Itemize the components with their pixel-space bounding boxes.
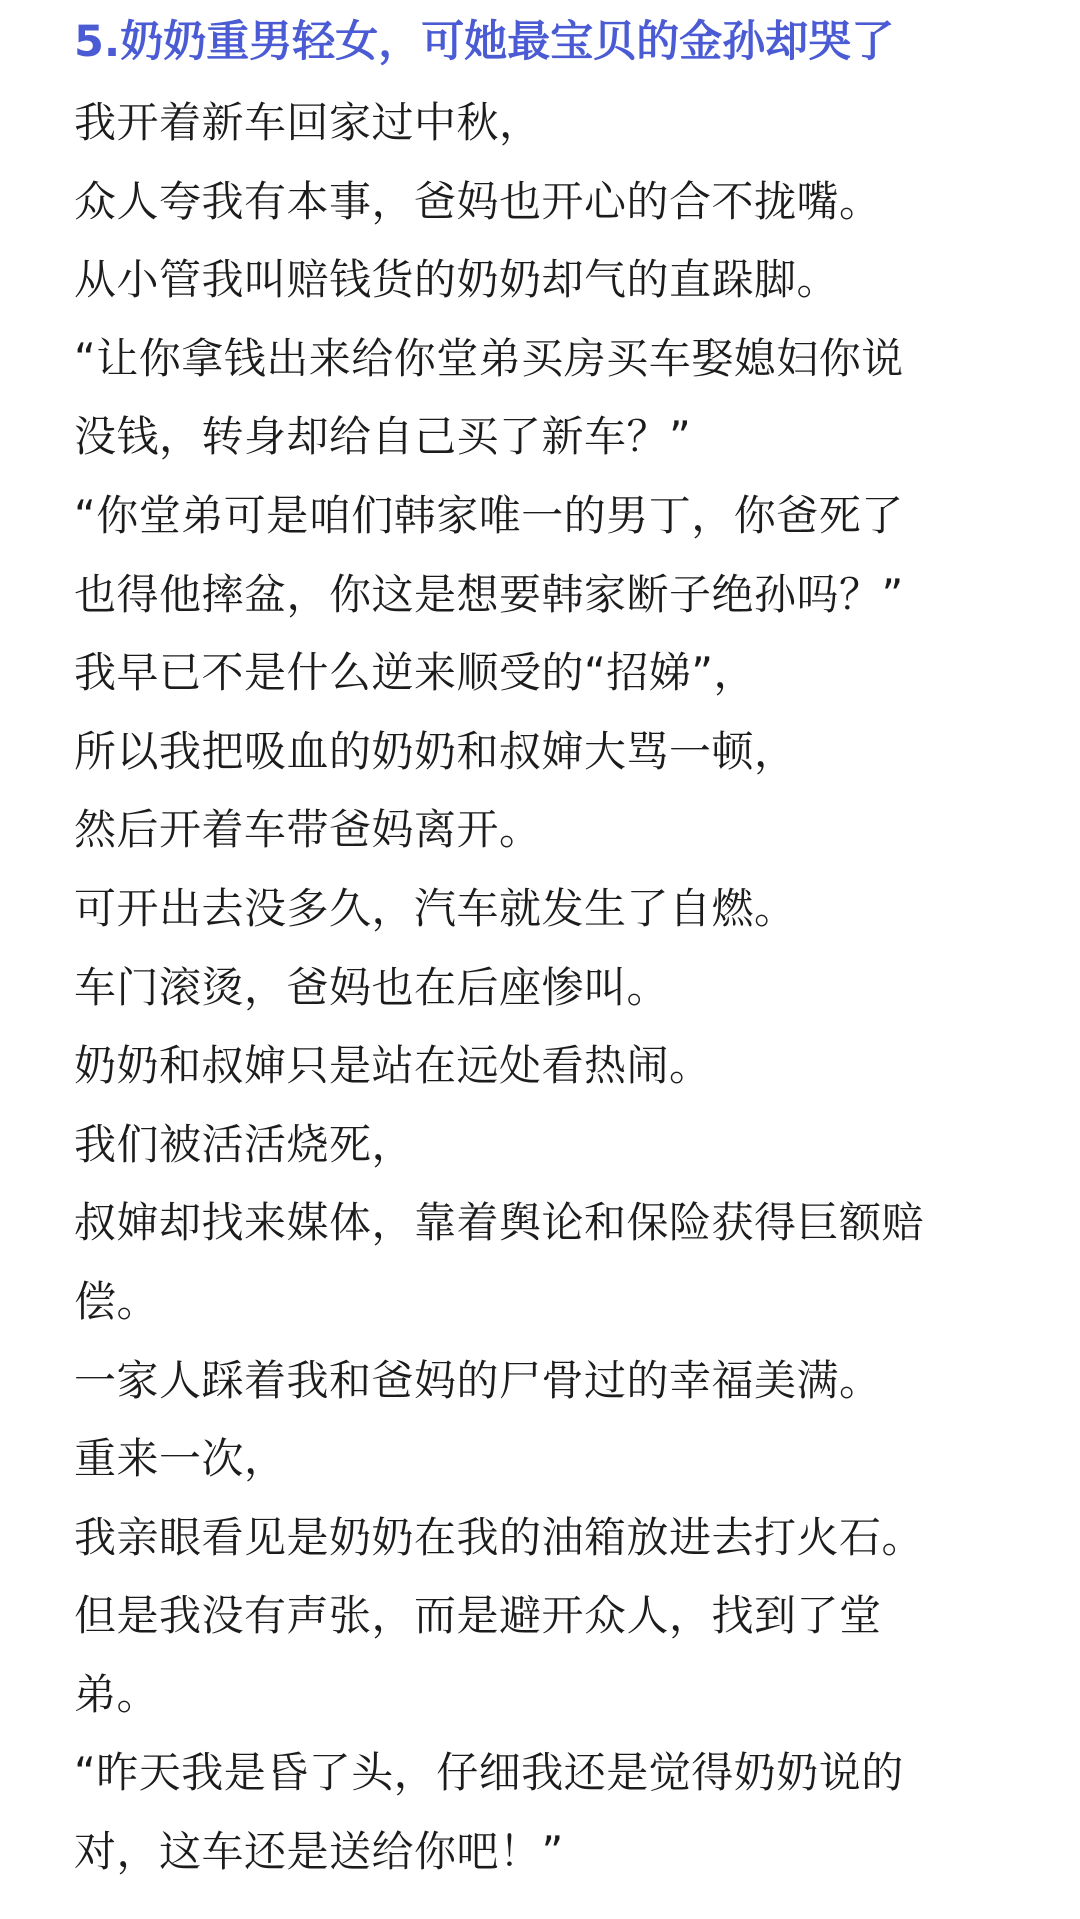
article-body [74, 84, 1014, 1892]
body-line: 我亲眼看见是奶奶在我的油箱放进去打火石。 [74, 1512, 925, 1562]
body-line: 重来一次， [74, 1434, 287, 1484]
body-line: 一家人踩着我和爸妈的尸骨过的幸福美满。 [74, 1355, 882, 1405]
body-line: “让你拿钱出来给你堂弟买房买车娶媳妇你说 [74, 333, 904, 383]
body-line: 对，这车还是送给你吧！” [74, 1827, 564, 1877]
article-title: 5.奶奶重男轻女，可她最宝贝的金孙却哭了 [74, 17, 895, 67]
body-line: 我早已不是什么逆来顺受的“招娣”， [74, 648, 757, 698]
body-line: 弟。 [74, 1669, 160, 1719]
body-line: 然后开着车带爸妈离开。 [74, 805, 542, 855]
body-line: 从小管我叫赔钱货的奶奶却气的直跺脚。 [74, 255, 840, 305]
body-line: 所以我把吸血的奶奶和叔婶大骂一顿， [74, 726, 797, 776]
body-line: 没钱，转身却给自己买了新车？” [74, 412, 692, 462]
body-line: “昨天我是昏了头，仔细我还是觉得奶奶说的 [74, 1748, 904, 1798]
body-line: 我们被活活烧死， [74, 1119, 415, 1169]
body-line: 奶奶和叔婶只是站在远处看热闹。 [74, 1041, 712, 1091]
body-line: 偿。 [74, 1276, 160, 1326]
body-line: 车门滚烫，爸妈也在后座惨叫。 [74, 962, 670, 1012]
body-line: 叔婶却找来媒体，靠着舆论和保险获得巨额赔 [74, 1198, 925, 1248]
body-line: 可开出去没多久，汽车就发生了自燃。 [74, 883, 797, 933]
body-line: 也得他摔盆，你这是想要韩家断子绝孙吗？” [74, 569, 904, 619]
body-line: “你堂弟可是咱们韩家唯一的男丁，你爸死了 [74, 490, 904, 540]
body-line: 但是我没有声张，而是避开众人，找到了堂 [74, 1591, 882, 1641]
body-line: 众人夸我有本事，爸妈也开心的合不拢嘴。 [74, 176, 882, 226]
body-line: 我开着新车回家过中秋， [74, 98, 542, 147]
